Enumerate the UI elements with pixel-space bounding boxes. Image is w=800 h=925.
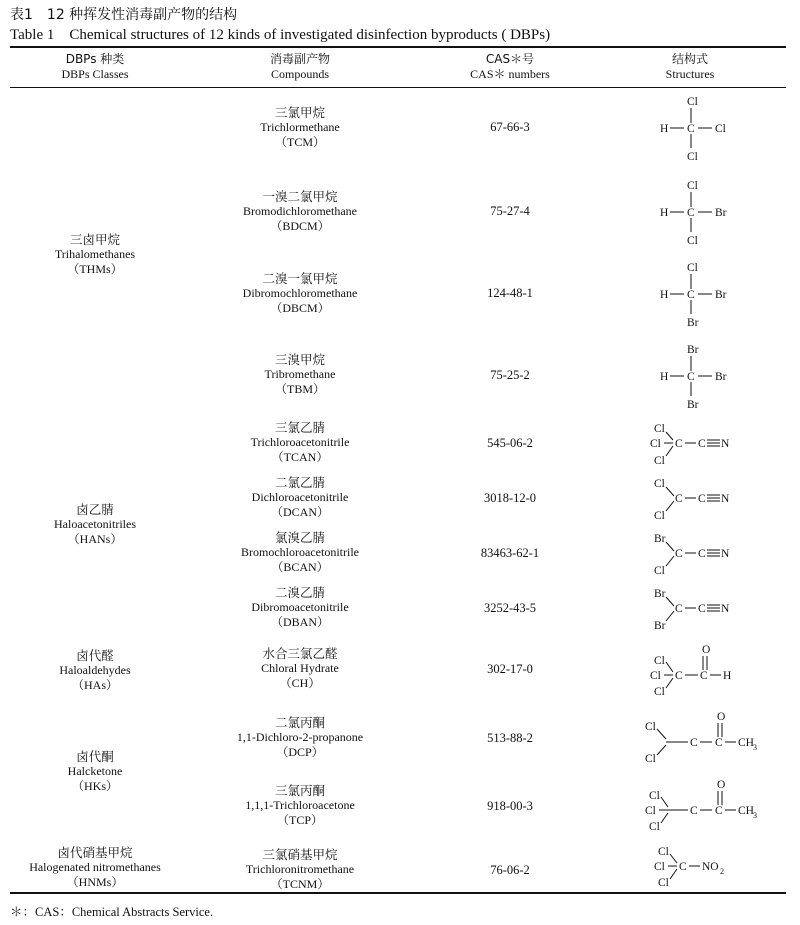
svg-text:Cl: Cl	[654, 655, 665, 667]
cas-bdcm: 75-27-4	[490, 204, 530, 218]
svg-text:Br: Br	[654, 588, 666, 600]
svg-text:C: C	[675, 548, 683, 560]
svg-text:Cl: Cl	[654, 423, 665, 435]
structure-bcan	[640, 530, 770, 580]
class-hnms: 卤代硝基甲烷 Halogenated nitromethanes （HNMs）	[29, 845, 161, 889]
structure-tcan	[640, 420, 770, 470]
compound-bcan: 氯溴乙腈 Bromochloroacetonitrile （BCAN）	[241, 530, 359, 574]
svg-text:Cl: Cl	[650, 670, 661, 682]
svg-text:C: C	[700, 670, 708, 682]
svg-text:H: H	[660, 207, 669, 219]
svg-text:Cl: Cl	[649, 790, 660, 802]
class-thms: 三卤甲烷 Trihalomethanes （THMs）	[54, 232, 136, 276]
cas-dcp: 513-88-2	[487, 731, 533, 745]
svg-text:C: C	[675, 670, 683, 682]
structure-dcan	[640, 475, 770, 525]
header-cas: CAS＊号 CAS＊ numbers	[470, 52, 550, 81]
header-classes: DBPs 种类 DBPs Classes	[61, 52, 129, 81]
cas-tcm: 67-66-3	[490, 120, 530, 134]
svg-text:H: H	[660, 371, 669, 383]
svg-text:Cl: Cl	[654, 861, 665, 873]
svg-text:H: H	[660, 123, 669, 135]
svg-text:C: C	[679, 861, 687, 873]
svg-text:O: O	[717, 779, 726, 791]
svg-text:O: O	[702, 644, 711, 656]
svg-text:N: N	[721, 548, 730, 560]
header-compounds: 消毒副产物 Compounds	[269, 52, 330, 81]
svg-text:C: C	[687, 207, 695, 219]
svg-text:C: C	[687, 123, 695, 135]
structure-tcnm	[640, 842, 770, 892]
svg-text:Cl: Cl	[715, 123, 726, 135]
compound-dcan: 二氯乙腈 Dichloroacetonitrile （DCAN）	[251, 475, 349, 519]
svg-text:Cl: Cl	[687, 151, 698, 163]
svg-text:Cl: Cl	[645, 721, 656, 733]
structure-dban	[640, 585, 770, 635]
svg-text:Cl: Cl	[687, 180, 698, 192]
svg-text:Br: Br	[654, 533, 666, 545]
header-rule	[10, 87, 786, 88]
table-caption-zh: 表1 12 种挥发性消毒副产物的结构	[10, 7, 238, 23]
compound-ch: 水合三氯乙醛 Chloral Hydrate （CH）	[261, 646, 339, 690]
svg-text:3: 3	[753, 743, 757, 752]
compound-dbcm: 二溴一氯甲烷 Dibromochloromethane （DBCM）	[242, 271, 358, 315]
svg-text:Cl: Cl	[645, 805, 656, 817]
cas-ch: 302-17-0	[487, 662, 533, 676]
compound-tcan: 三氯乙腈 Trichloroacetonitrile （TCAN）	[250, 420, 350, 464]
compound-tcnm: 三氯硝基甲烷 Trichloronitromethane （TCNM）	[245, 847, 355, 891]
structure-tcp	[640, 775, 770, 835]
svg-text:Cl: Cl	[654, 510, 665, 522]
svg-text:O: O	[717, 711, 726, 723]
compound-tcm: 三氯甲烷 Trichlormethane （TCM）	[260, 105, 340, 149]
svg-text:Br: Br	[715, 371, 727, 383]
class-hans: 卤乙腈 Haloacetonitriles （HANs）	[54, 502, 136, 546]
structure-bdcm	[640, 176, 770, 256]
svg-text:Br: Br	[687, 399, 699, 411]
svg-text:Cl: Cl	[654, 565, 665, 577]
svg-text:CH: CH	[738, 737, 754, 749]
svg-text:Cl: Cl	[658, 846, 669, 858]
compound-tbm: 三溴甲烷 Tribromethane （TBM）	[264, 352, 336, 396]
svg-text:C: C	[675, 603, 683, 615]
cas-tbm: 75-25-2	[490, 368, 530, 382]
svg-text:C: C	[690, 737, 698, 749]
structure-dbcm	[640, 258, 770, 338]
header-structures: 结构式 Structures	[665, 52, 715, 81]
compound-tcp: 三氯丙酮 1,1,1-Trichloroacetone （TCP）	[245, 783, 355, 827]
footnote: ＊：CAS：Chemical Abstracts Service.	[10, 905, 214, 919]
compound-dban: 二溴乙腈 Dibromoacetonitrile （DBAN）	[251, 585, 349, 629]
svg-text:N: N	[721, 493, 730, 505]
svg-text:Cl: Cl	[654, 686, 665, 698]
svg-text:Br: Br	[687, 317, 699, 329]
cas-tcan: 545-06-2	[487, 436, 533, 450]
svg-text:Cl: Cl	[654, 455, 665, 467]
svg-text:N: N	[721, 603, 730, 615]
svg-text:Cl: Cl	[658, 877, 669, 889]
svg-text:C: C	[698, 493, 706, 505]
svg-text:Cl: Cl	[687, 262, 698, 274]
svg-text:Cl: Cl	[645, 753, 656, 765]
svg-text:NO: NO	[702, 861, 719, 873]
svg-text:C: C	[715, 737, 723, 749]
bottom-rule	[10, 892, 786, 894]
svg-text:3: 3	[753, 811, 757, 820]
cas-dcan: 3018-12-0	[483, 491, 537, 505]
cas-tcp: 918-00-3	[487, 799, 533, 813]
svg-text:Br: Br	[715, 289, 727, 301]
svg-text:C: C	[690, 805, 698, 817]
structure-tbm	[640, 340, 770, 420]
cas-dbcm: 124-48-1	[487, 286, 533, 300]
svg-text:C: C	[675, 493, 683, 505]
svg-text:C: C	[698, 603, 706, 615]
svg-text:C: C	[675, 438, 683, 450]
svg-text:Br: Br	[687, 344, 699, 356]
svg-text:H: H	[660, 289, 669, 301]
class-has: 卤代醛 Haloaldehydes （HAs）	[59, 648, 131, 692]
cas-dban: 3252-43-5	[483, 601, 537, 615]
structure-dcp	[640, 707, 770, 767]
svg-text:2: 2	[720, 867, 724, 876]
top-rule	[10, 46, 786, 48]
svg-text:C: C	[687, 289, 695, 301]
cas-bcan: 83463-62-1	[480, 546, 540, 560]
svg-text:H: H	[723, 670, 732, 682]
svg-text:Cl: Cl	[654, 478, 665, 490]
svg-text:Cl: Cl	[649, 821, 660, 833]
cas-tcnm: 76-06-2	[490, 863, 530, 877]
svg-text:C: C	[715, 805, 723, 817]
svg-text:N: N	[721, 438, 730, 450]
svg-text:Cl: Cl	[687, 96, 698, 108]
svg-text:Br: Br	[715, 207, 727, 219]
svg-text:CH: CH	[738, 805, 754, 817]
class-hks: 卤代酮 Halcketone （HKs）	[67, 749, 123, 793]
svg-text:Cl: Cl	[650, 438, 661, 450]
svg-text:Br: Br	[654, 620, 666, 632]
table-caption-en: Table 1 Chemical structures of 12 kinds of investigated disinfection byproducts ( DBPs)	[10, 27, 551, 43]
svg-text:C: C	[698, 548, 706, 560]
svg-text:Cl: Cl	[687, 235, 698, 247]
svg-text:C: C	[698, 438, 706, 450]
structure-tcm	[640, 92, 770, 172]
structure-ch	[640, 640, 770, 700]
compound-dcp: 二氯丙酮 1,1-Dichloro-2-propanone （DCP）	[236, 715, 364, 759]
svg-text:C: C	[687, 371, 695, 383]
compound-bdcm: 一溴二氯甲烷 Bromodichloromethane （BDCM）	[243, 189, 357, 233]
